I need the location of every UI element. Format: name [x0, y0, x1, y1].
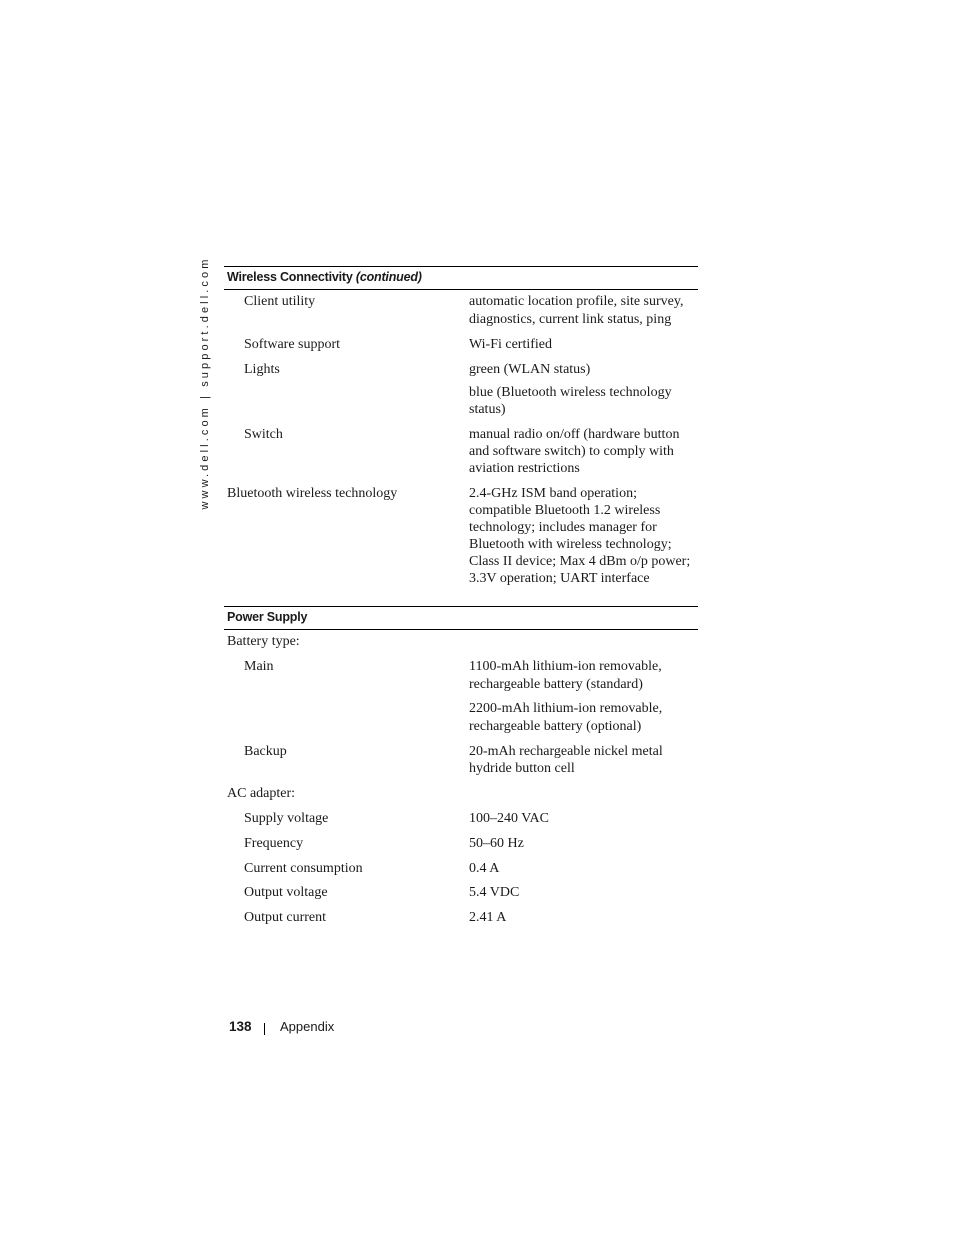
section-title: Wireless Connectivity (continued): [227, 270, 422, 284]
power-supply-section: Power Supply Battery type: Main 1100-mAh lithium-ion removable, rechargeable battery (standard) 2200-mAh lithium-ion removable, rechargeable battery (optional) Backup 20-mAh rechargeable nickel metal hydride button cell AC adapter: Supply voltage 100–240 VAC Frequency 50–60 Hz Current consumption 0.4 A Output voltage 5.4 VDC Output current 2.41 A: [224, 606, 698, 630]
wireless-connectivity-section: Wireless Connectivity (continued) Client utility automatic location profile, site survey, diagnostics, current link status, ping Software support Wi-Fi certified Lights green (WLAN status) blue (Bluetooth wireless technology status) Switch manual radio on/off (hardware button and software switch) to comply with aviation restrictions Bluetooth wireless technology 2.4-GHz ISM band operation; compatible Bluetooth 1.2 wireless technology; includes manager for Bluetooth with wireless technology; Class II device; Max 4 dBm o/p power; 3.3V operation; UART interface: [224, 266, 698, 290]
section-title: Power Supply: [227, 610, 308, 624]
footer-separator: [264, 1023, 265, 1035]
side-url-text: www.dell.com | support.dell.com: [199, 256, 211, 510]
footer-section-name: Appendix: [280, 1019, 335, 1034]
page-number: 138: [229, 1019, 252, 1034]
section-header: [224, 266, 698, 290]
section-header: [224, 606, 698, 630]
